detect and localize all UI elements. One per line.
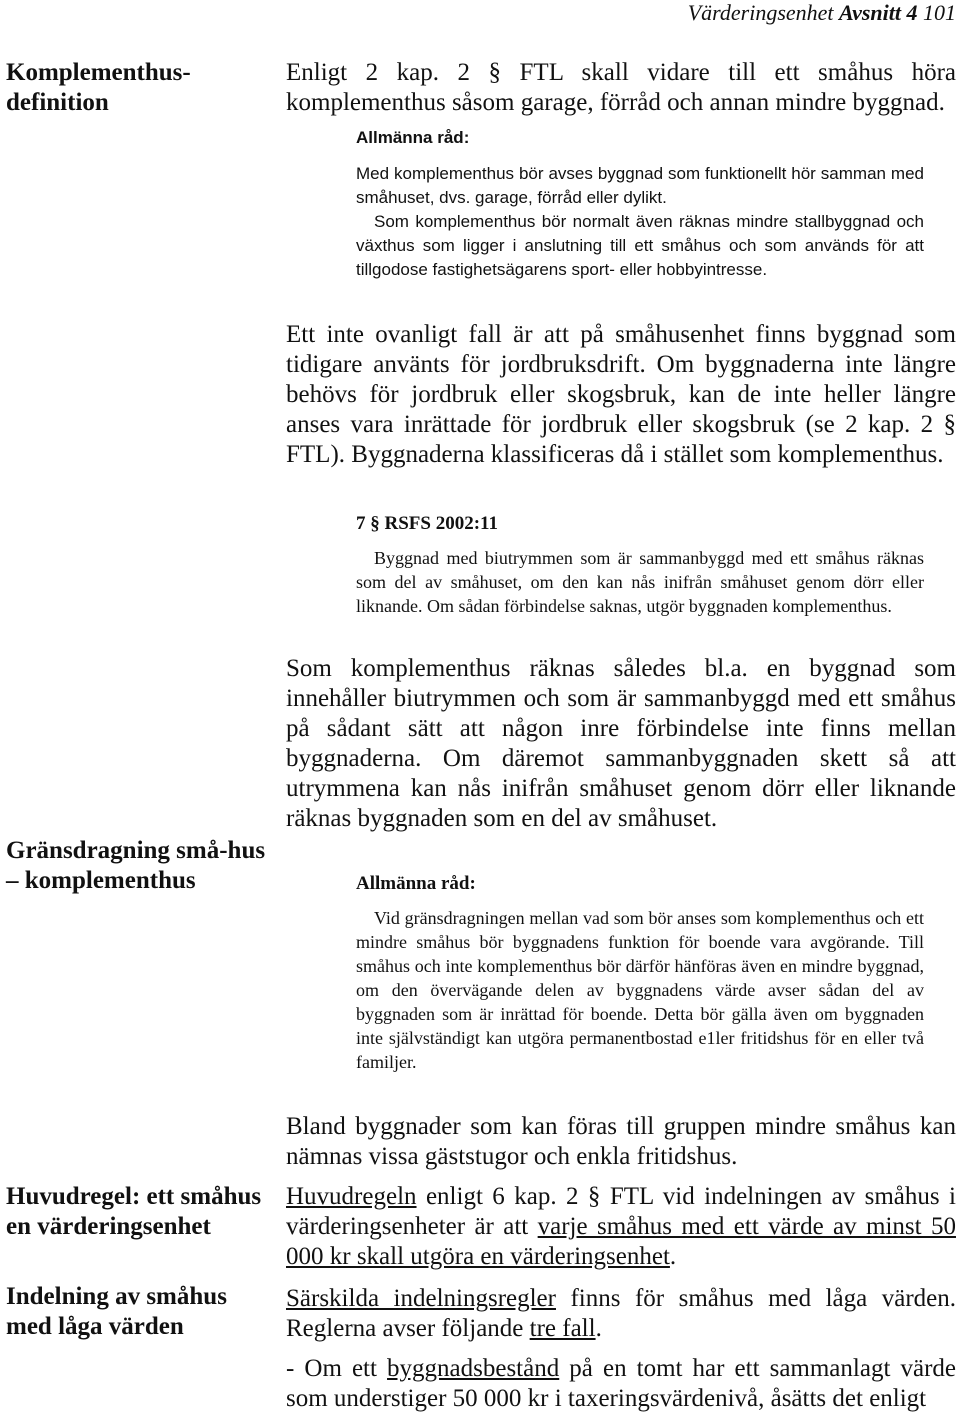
emphasis-varje-smahus: varje småhus med ett värde av minst 50 000 kr skall utgöra en värderingsenhet <box>286 1213 956 1270</box>
margin-heading-indelning: Indelning av småhus med låga värden <box>6 1283 227 1340</box>
text-run: . <box>595 1315 602 1342</box>
term-tre-fall: tre fall <box>529 1315 596 1342</box>
term-sarskilda-indelningsregler: Särskilda indelningsregler <box>286 1285 556 1312</box>
margin-heading-huvudregel: Huvudregel: ett småhus en värderingsenhet <box>6 1183 262 1240</box>
advice-label-1: Allmänna råd: <box>356 128 470 147</box>
rsfs-paragraph: Byggnad med biutrymmen som är sammanbyggd med ett småhus räknas som del av småhuset, om den kan nås inifrån småhuset genom dörr eller liknande. Om sådan förbindelse saknas, utgör byggnaden komplementhus. <box>356 548 924 616</box>
text-run: på en tomt har ett sammanlagt värde som understiger 50 000 kr i taxeringsvärdenivå, åsätts det enligt <box>286 1355 956 1412</box>
page-number: 101 <box>917 0 956 25</box>
paragraph-byggnadsbestand <box>286 1354 956 1414</box>
page-header <box>688 0 956 26</box>
advice-label-2: Allmänna råd: <box>356 873 476 894</box>
header-section: Avsnitt 4 <box>839 0 918 25</box>
advice-1-paragraph-2: Som komplementhus bör normalt även räknas mindre stallbyggnad och växthus som ligger i anslutning till ett småhus och som används för att tillgodose fastighetsägarens sport- eller hobbyintresse. <box>356 212 924 279</box>
paragraph-huvudregeln <box>286 1182 956 1272</box>
term-huvudregeln: Huvudregeln <box>286 1183 417 1210</box>
advice-2-paragraph: Vid gränsdragningen mellan vad som bör anses som komplementhus och ett mindre småhus bör byggnadens funktion för boende vara avgörande. Till småhus och inte komplementhus bör därför hänföras även en mindre byggnad, om den övervägande delen av byggnadens värde avser sådan del av byggnaden som är inrättad för boende. Detta bör gälla även om byggnaden inte självständigt kan utgöra permanentbostad e1ler fritidshus för en eller två familjer. <box>356 908 924 1072</box>
paragraph-jordbruksdrift: Ett inte ovanligt fall är att på småhusenhet finns byggnad som tidigare använts för jordbruksdrift. Om byggnaderna inte längre behövs för jordbruk eller skogsbruk, kan de inte heller längre anses vara inrättade för jordbruk eller skogsbruk (se 2 kap. 2 § FTL). Byggnaderna klassificeras då i stället som komplementhus. <box>286 321 956 468</box>
paragraph-enligt: Enligt 2 kap. 2 § FTL skall vidare till ett småhus höra komplementhus såsom garage, förråd och annan mindre byggnad. <box>286 59 956 116</box>
text-run: enligt 6 kap. 2 § FTL vid indelningen av småhus i värderingsenheter är att <box>286 1183 956 1240</box>
term-byggnadsbestand: byggnadsbestånd <box>387 1355 560 1382</box>
rsfs-label: 7 § RSFS 2002:11 <box>356 513 498 534</box>
margin-heading-gransdragning: Gränsdragning små-hus – komplementhus <box>6 837 266 894</box>
text-run: finns för småhus med låga värden. Reglerna avser följande <box>286 1285 956 1342</box>
advice-1-paragraph-1: Med komplementhus bör avses byggnad som funktionellt hör samman med småhuset, dvs. garage, förråd eller dylikt. <box>356 164 924 207</box>
header-title: Värderingsenhet <box>687 0 840 25</box>
margin-heading-komplementhus-definition: Komplementhus-definition <box>6 59 191 116</box>
paragraph-bland-byggnader: Bland byggnader som kan föras till gruppen mindre småhus kan nämnas vissa gäststugor och enkla fritidshus. <box>286 1113 956 1170</box>
paragraph-som-komplementhus: Som komplementhus räknas således bl.a. en byggnad som innehåller biutrymmen och som är sammanbyggd med ett småhus på sådant sätt att någon inre förbindelse inte finns mellan byggnaderna. Om däremot sammanbyggnaden skett så att utrymmena kan nås inifrån småhuset genom dörr eller liknande räknas byggnaden som en del av småhuset. <box>286 655 956 832</box>
paragraph-sarskilda <box>286 1284 956 1344</box>
text-run: . <box>669 1243 677 1270</box>
text-run: - Om ett <box>286 1355 388 1382</box>
